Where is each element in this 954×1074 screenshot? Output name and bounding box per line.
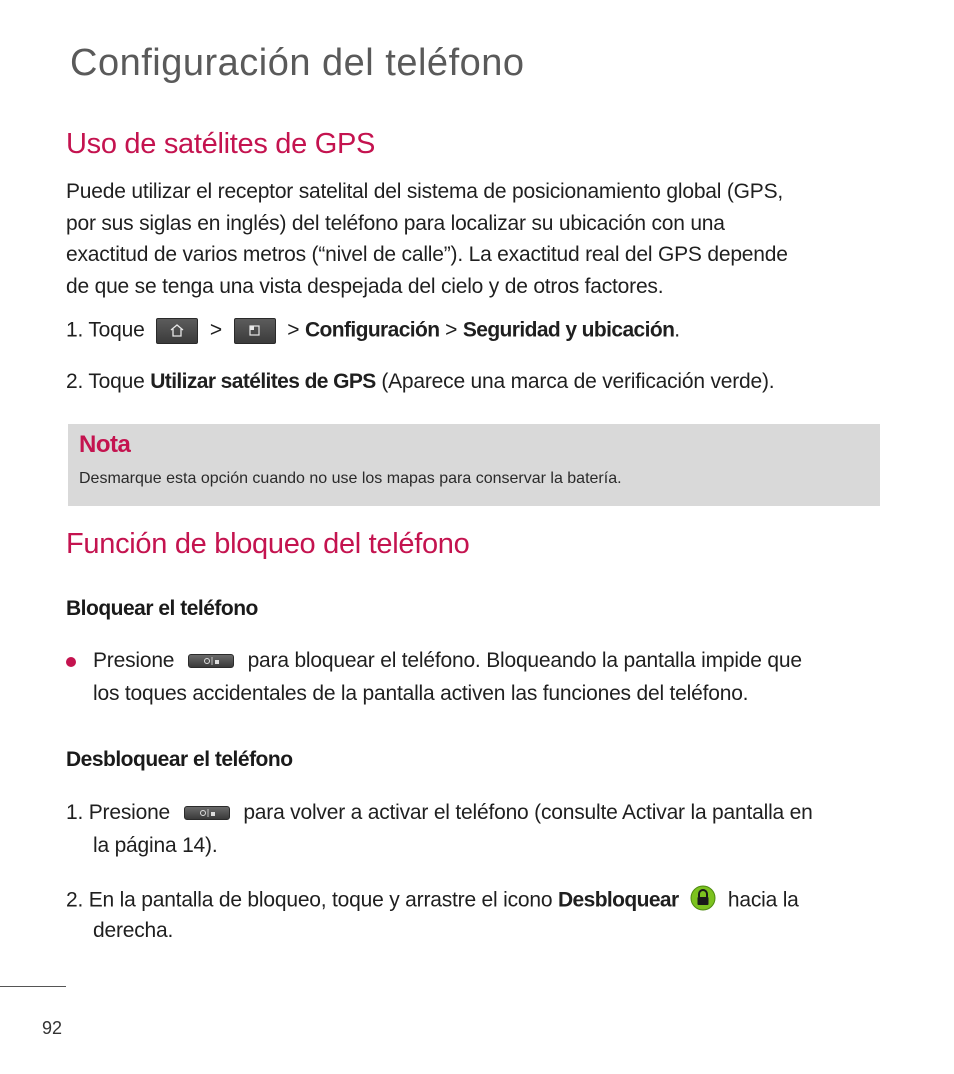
unlock-padlock-icon [690,885,716,917]
lock-line-2: los toques accidentales de la pantalla activen las funciones del teléfono. [93,682,749,705]
menu-item-configuracion: Configuración [304,318,440,342]
note-title: Nota [79,431,131,458]
unlock-step-1-line-2: la página 14). [93,834,218,857]
lock-line-1 [93,649,802,673]
unlock-step-2 [66,885,799,917]
step-suffix: (Aparece una marca de verificación verde). [381,370,775,393]
unlock-step-2-line-2: derecha. [93,919,174,942]
gps-paragraph-line: de que se tenga una vista despejada del cielo y de otros factores. [66,274,664,298]
option-utilizar-gps: Utilizar satélites de GPS [150,370,376,393]
note-text: Desmarque esta opción cuando no use los mapas para conservar la batería. [79,470,622,487]
separator: > [209,318,222,342]
separator: > [445,318,458,342]
footer-rule [0,986,66,987]
step-prefix: 1. Presione [66,801,171,824]
step-prefix: 1. Toque [66,318,145,342]
separator: > [287,318,300,342]
step-suffix: para volver a activar el teléfono (consulte Activar la pantalla en [243,801,813,824]
section-heading-lock: Función de bloqueo del teléfono [66,528,470,560]
lock-prefix: Presione [93,649,175,672]
home-icon [156,318,198,344]
page-number: 92 [42,1018,63,1038]
subheading-unlock: Desbloquear el teléfono [66,748,293,771]
step-prefix: 2. Toque [66,370,145,393]
page-title: Configuración del teléfono [70,42,525,84]
subheading-lock: Bloquear el teléfono [66,597,258,620]
menu-icon [234,318,276,344]
gps-step-2 [66,370,774,394]
gps-paragraph-line: por sus siglas en inglés) del teléfono para localizar su ubicación con una [66,211,725,235]
gps-step-1 [66,318,680,344]
section-heading-gps: Uso de satélites de GPS [66,128,376,160]
gps-paragraph-line: exactitud de varios metros (“nivel de calle”). La exactitud real del GPS depende [66,243,788,266]
power-lock-key-icon [188,654,234,668]
note-box [68,424,880,506]
gps-paragraph [66,176,886,302]
gps-paragraph-line: Puede utilizar el receptor satelital del sistema de posicionamiento global (GPS, [66,180,784,203]
step-suffix: hacia la [727,888,799,912]
icon-name-desbloquear: Desbloquear [557,888,679,912]
unlock-step-1 [66,801,813,825]
power-lock-key-icon [184,806,230,820]
lock-suffix: para bloquear el teléfono. Bloqueando la pantalla impide que [247,649,802,672]
step-suffix: . [674,318,680,342]
menu-item-seguridad: Seguridad y ubicación [462,318,675,342]
bullet-marker [66,657,76,667]
step-prefix: 2. En la pantalla de bloqueo, toque y arrastre el icono [66,888,553,912]
